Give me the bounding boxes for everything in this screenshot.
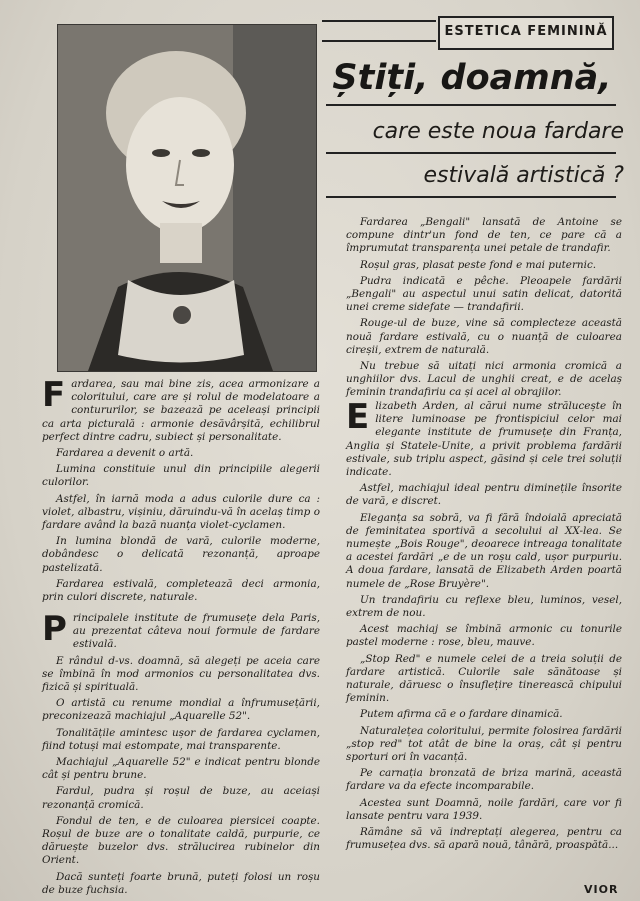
paragraph-text: lizabeth Arden, al cărui nume strălucește în litere luminoase pe frontispiciul celor mai elegante institute de frumusețe din Franța, Anglia și Statele-Unite, a privit problema fardării estivale, sub triplu aspect, găsind și cele trei soluții indicate. <box>346 400 622 479</box>
paragraph: Fardarea a devenit o artă. <box>56 447 194 460</box>
paragraph <box>346 397 622 479</box>
paragraph: Fardarea estivală, completează deci armonia, prin culori discrete, naturale. <box>42 577 320 604</box>
title-line-3: estivală artistică ? <box>423 163 624 188</box>
title-rule-2 <box>326 152 616 154</box>
paragraph: „Stop Red" e numele celei de a treia soluții de fardare artistică. Culorile sale sănătoase și naturale, dăruesc o însuflețire tinerească chipului feminin. <box>346 652 622 705</box>
paragraph: Roșul gras, plasat peste fond e mai puternic. <box>360 258 597 271</box>
paragraph: Pe carnația bronzată de briza marină, această fardare va da efecte incomparabile. <box>346 767 622 793</box>
left-column-intro <box>42 375 320 607</box>
paragraph: Pudra indicată e pêche. Pleoapele fardării „Bengali" au aspectul unui satin delicat, datorită unei creme sidefate — trandafirii. <box>346 274 622 314</box>
paragraph: Putem afirma că e o fardare dinamică. <box>360 708 563 721</box>
paragraph: Eleganța sa sobră, va fi fără îndoială apreciată de feminitatea sportivă a secolului al XX-lea. Se numește „Bois Rouge", deoarece intreaga tonalitate a acestei fardări „e de un roșu cald, ușor purpuriu. A doua fardare, lansată de Elizabeth Arden poartă numele de „Rose Bruyère". <box>346 511 622 590</box>
drop-cap: F <box>42 375 66 415</box>
paragraph: Dacă sunteți foarte brună, puteți folosi un roșu de buze fuchsia. <box>42 870 320 896</box>
paragraph <box>42 375 320 444</box>
drop-cap: E <box>346 397 370 437</box>
title-line-2: care este noua fardare <box>372 119 624 144</box>
paragraph: Rămâne să vă indreptați alegerea, pentru ca frumusețea dvs. să apară nouă, tânără, proaspătă... <box>346 826 622 852</box>
portrait-photo <box>57 24 317 372</box>
paragraph: Astfel, în iarnă moda a adus culorile dure ca : violet, albastru, vișiniu, dăruindu-vă în acelaș timp o fardare având la bază nuanța violet-cyclamen. <box>42 492 320 532</box>
paragraph: Astfel, machiajul ideal pentru diminețile însorite de vară, e discret. <box>346 482 622 508</box>
left-column-institutes <box>42 609 320 900</box>
title-rule-3 <box>326 196 616 198</box>
paragraph: Un trandafiriu cu reflexe bleu, luminos, vesel, extrem de nou. <box>346 593 622 620</box>
paragraph: E rândul d-vs. doamnă, să alegeți pe aceia care se îmbină în mod armonios cu personalitatea dvs. fizică și spirituală. <box>42 654 320 694</box>
paragraph: Naturalețea coloritului, permite folosirea fardării „stop red" tot atât de bine la oraș, cât și pentru sporturi ori în vacanță. <box>346 724 622 764</box>
paragraph: In lumina blondă de vară, culorile moderne, dobândesc o delicată rezonanță, aproape pastelizată. <box>42 535 320 574</box>
paragraph: Acestea sunt Doamnă, noile fardări, care vor fi lansate pentru vara 1939. <box>346 796 622 822</box>
author-signature: VIOR <box>584 883 619 896</box>
right-column-bengali <box>346 216 622 403</box>
drop-cap: P <box>42 609 67 649</box>
paragraph: O artistă cu renume mondial a înfrumusețării, preconizează machiajul „Aquarelle 52". <box>42 697 320 723</box>
paragraph: Rouge-ul de buze, vine să complecteze această nouă fardare estivală, cu o nuanță de culoarea cireșii, extrem de naturală. <box>346 317 622 356</box>
paragraph: Lumina constituie unul din principiile alegerii culorilor. <box>42 463 320 489</box>
section-label: ESTETICA FEMININĂ <box>438 16 614 50</box>
paragraph: Fardarea „Bengali" lansată de Antoine se compune dintr'un fond de ten, ce pare că a împrumutat transparența unei petale de trandafir. <box>346 216 622 255</box>
paragraph <box>42 609 320 652</box>
paragraph: Acest machiaj se îmbină armonic cu tonurile pastel moderne : rose, bleu, mauve. <box>346 623 622 649</box>
paragraph: Fardul, pudra și roșul de buze, au aceiași rezonanță cromică. <box>42 785 320 811</box>
paragraph: Tonalitățile amintesc ușor de fardarea cyclamen, fiind totuși mai estompate, mai transparente. <box>42 726 320 752</box>
paragraph-text: rincipalele institute de frumusețe dela Paris, au prezentat câteva noui formule de fardare estivală. <box>72 612 320 651</box>
header-rule-top-left <box>322 20 436 22</box>
right-column-arden <box>346 397 622 856</box>
title-rule-1 <box>326 104 616 106</box>
title-line-1: Știți, doamnă, <box>332 58 612 98</box>
header-rule-bottom-left <box>322 40 436 42</box>
paragraph: Nu trebue să uitați nici armonia cromică a unghiilor dvs. Lacul de unghii creat, e de acelaș feminin trandafiriu ca și acel al obrajilor. <box>346 360 622 399</box>
paragraph: Machiajul „Aquarelle 52" e indicat pentru blonde cât și pentru brune. <box>42 756 320 782</box>
paragraph: Fondul de ten, e de culoarea piersicei coapte. Roșul de buze are o tonalitate caldă, purpurie, ce dăruește buzelor dvs. strălucirea rubinelor din Orient. <box>42 814 320 867</box>
paragraph-text: ardarea, sau mai bine zis, acea armonizare a coloritului, care are și rolul de modelatoare a contururilor, se bazează pe aceleași principii ca arta picturală : armonie desăvârșită, echilibrul perfect dintre cadru, subiect și personalitate. <box>42 378 320 443</box>
